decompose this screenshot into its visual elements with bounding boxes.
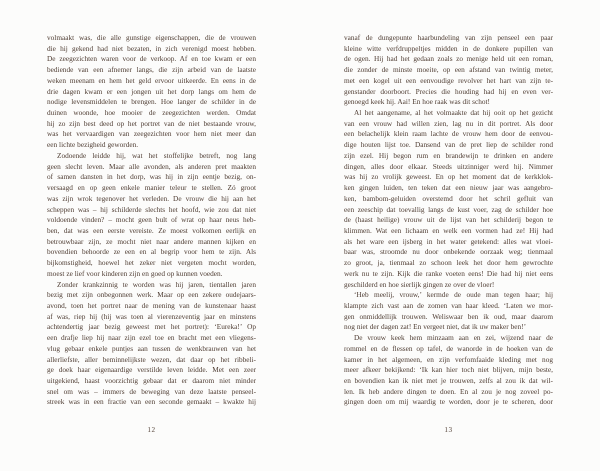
text-line: dingen, alles door elkaar. Steeds uitzinniger werd hij. Nimmer — [344, 161, 553, 171]
text-line: baar was, stroomde nu door onbekende oorzaak weg; tienmaal — [344, 247, 553, 257]
text-line: de (haast heilige) vrouw uit de lijst van het schilderij begon te — [344, 215, 553, 225]
text-line: klimmen. Wat een lichaam en welk een vormen had ze! Hij had — [344, 225, 553, 235]
page-left-text-block — [47, 33, 256, 408]
text-line: en bovendien kan ik niet met je trouwen, zelfs al zou ik dat wil- — [344, 376, 553, 385]
page-right — [344, 33, 553, 408]
text-line: avond, toen het portret naar de mening van de kunstenaar haast — [47, 300, 256, 310]
text-line: duinen woonde, hoe mooier de zeegezichten werden. Omdat — [47, 108, 256, 118]
text-line: van een vrouw had willen zien, lag nu in dit portret. Als door — [344, 118, 553, 128]
text-line: genoegd keek hij. Aai! En hoe raak was dit schot! — [344, 97, 490, 107]
text-line: Zodoende leidde hij, wat het stoffelijke betreft, nog lang — [57, 150, 256, 160]
text-line: genstander doorboort. Precies die houding had hij en even ver- — [344, 86, 553, 96]
text-line: versaagd en op geen enkele manier teleur te stellen. Zó groot — [47, 183, 256, 193]
text-line: Zonder krankzinnig te worden was hij jaren, tientallen jaren — [57, 279, 256, 289]
text-line: snel om was – immers de beweging van deze laatste penseel- — [47, 386, 256, 396]
text-line: kleine witte verfdruppeltjes midden in de donkere pupillen van — [344, 43, 553, 53]
text-line: die hij gekend had niet bezaten, in zich verenigd moest hebben. — [47, 43, 256, 53]
text-line: klampte zich vast aan de zomen van haar kleed. ‘Laten we mor- — [344, 300, 553, 310]
text-line: bediende van een afnemer langs, die zijn arbeid van de laatste — [47, 65, 256, 75]
text-line: ge doek haar eigenaardige verstilde leven leidde. Met een zeer — [47, 365, 256, 375]
text-line: nog niet der dagen zat! En vergeet niet, dat ik uw maker ben!’ — [344, 322, 526, 332]
page-right-text-block — [344, 33, 553, 408]
text-line: moest ze lief voor kinderen zijn en goed op kunnen voeden. — [47, 268, 223, 278]
text-line: ben, dat was een eerste vereiste. Ze moest volkomen eerlijk en — [47, 225, 256, 235]
page-left — [47, 33, 256, 408]
text-line: volmaakt was, die alle gunstige eigenschappen, die de vrouwen — [47, 33, 256, 42]
text-line: bovendien behoorde ze een en al begrip voor hem te zijn. Als — [47, 247, 256, 257]
text-line: met een kogel uit een eenvoudige revolver het hart van zijn te- — [344, 75, 553, 85]
text-line: de ogen. Hij had het gedaan zoals zo menige held uit een roman, — [344, 54, 553, 64]
text-line: bezig met zijn onbegonnen werk. Maar op een zekere oudejaars- — [47, 290, 256, 300]
text-line: als het ware een ijsberg in het water getekend: alles wat vloei- — [344, 236, 553, 246]
text-line: De zeegezichten waren voor de verkoop. Af en toe kwam er een — [47, 54, 256, 64]
text-line: gingen doen om mij waardig te worden, door je te scheren, door — [344, 397, 553, 407]
text-line: streek was in een fractie van een seconde gemaakt – kwakte hij — [47, 397, 256, 407]
text-line: ken, bambom-geluiden overstemd door het schril gefluit van — [344, 193, 553, 203]
text-line: len. Ik heb andere dingen te doen. En al zou je nog zoveel po- — [344, 386, 553, 396]
text-line: hij zo zijn best deed op het portret van de niet bestaande vrouw, — [47, 118, 256, 128]
text-line: kamer in het algemeen, en zijn verfomfaaide kleding met nog — [344, 354, 553, 364]
text-line: uitgekiend, haast voorzichtig gebaar dat er daarom niet minder — [47, 376, 256, 385]
text-line: meer afkeer bekijkend: ‘Ik kan hier toch niet blijven, mijn beste, — [344, 365, 553, 375]
text-line: De vrouw keek hem minzaam aan en zei, wijzend naar de — [354, 333, 553, 343]
text-line: vanaf de dungepunte haarbundeling van zijn penseel een paar — [344, 33, 553, 42]
text-line: was zijn wrok tegenover het verleden. De vrouw die hij aan het — [47, 193, 256, 203]
text-line: achtendertig jaar bezig geweest met het portret): ‘Eureka!’ Op — [47, 322, 256, 332]
text-line: zo groot, ja, tienmaal zo schoon leek het door hem gewrochte — [344, 258, 553, 268]
text-line: zijn ezel. Hij begon rum en brandewijn te drinken en andere — [344, 150, 553, 160]
text-line: die zonder de minste moeite, op een afstand van twintig meter, — [344, 65, 553, 75]
text-line: was het vervaardigen van zeegezichten voor hem niet meer dan — [47, 129, 256, 139]
text-line: een lichte bezigheid geworden. — [47, 140, 139, 150]
text-line: vlug gebaar enkele puntjes aan tussen de wenkbrauwen van het — [47, 343, 256, 353]
text-line: nodige levensmiddelen te brengen. Hoe langer de schilder in de — [47, 97, 256, 107]
text-line: scheppen was – hij schilderde slechts het hoofd, wie zou dat niet — [47, 204, 256, 214]
text-line: geen slecht leven. Maar alle avonden, als anderen pret maakten — [47, 161, 256, 171]
text-line: drie dagen kwam er een jongen uit het dorp langs om hem de — [47, 86, 256, 96]
text-line: bijkomstigheid, hoewel het zeker niet vergeten mocht worden, — [47, 258, 256, 268]
text-line: Al het aangename, al het volmaakte dat hij ooit op het gezicht — [354, 108, 553, 118]
text-line: af was, riep hij (hij was toen al vierenzeventig jaar en minstens — [47, 311, 256, 321]
text-line: weken meenam en hem het geld ervoor uitkeerde. En eens in de — [47, 75, 256, 85]
text-line: ken gingen luiden, ten teken dat een nieuw jaar was aangebro- — [344, 183, 553, 193]
text-line: voldoende vinden? – mocht geen bult of wrat op haar neus heb- — [47, 215, 256, 225]
text-line: rommel en de flessen op tafel, de wanorde in de hoeken van de — [344, 343, 553, 353]
text-line: was hij zo vrolijk geweest. En op het moment dat de kerkklok- — [344, 172, 553, 182]
text-line: een zeeschip dat toevallig langs de kust voer, zag de schilder hoe — [344, 204, 553, 214]
text-line: een belachelijk klein raam lachte de vrouw hem door de eenvou- — [344, 129, 553, 139]
text-line: dige houten lijst toe. Dansend van de pret liep de schilder rond — [344, 140, 553, 150]
text-line: allerliefste, aller beminnelijkste wezen, dat daar op het ribbeli- — [47, 354, 256, 364]
text-line: betrouwbaar zijn, ze mocht niet naar andere mannen kijken en — [47, 236, 256, 246]
text-line: of samen dansten in het dorp, was hij in zijn eentje bezig, on- — [47, 172, 256, 182]
text-line: ‘Heb meelij, vrouw,’ kermde de oude man tegen haar; hij — [354, 290, 553, 300]
text-line: gen onmiddellijk trouwen. Weliswaar ben ik oud, maar daarom — [344, 311, 553, 321]
text-line: geschilderd en hoe sierlijk gingen ze over de vloer! — [344, 279, 495, 289]
page-number-right: 13 — [444, 426, 453, 434]
text-line: een drafje liep hij naar zijn ezel toe en bracht met een vliegens- — [47, 333, 256, 343]
text-line: werk nu te zijn. Kijk die ranke voeten eens! Die had hij niet eens — [344, 268, 553, 278]
page-number-left: 12 — [147, 426, 156, 434]
